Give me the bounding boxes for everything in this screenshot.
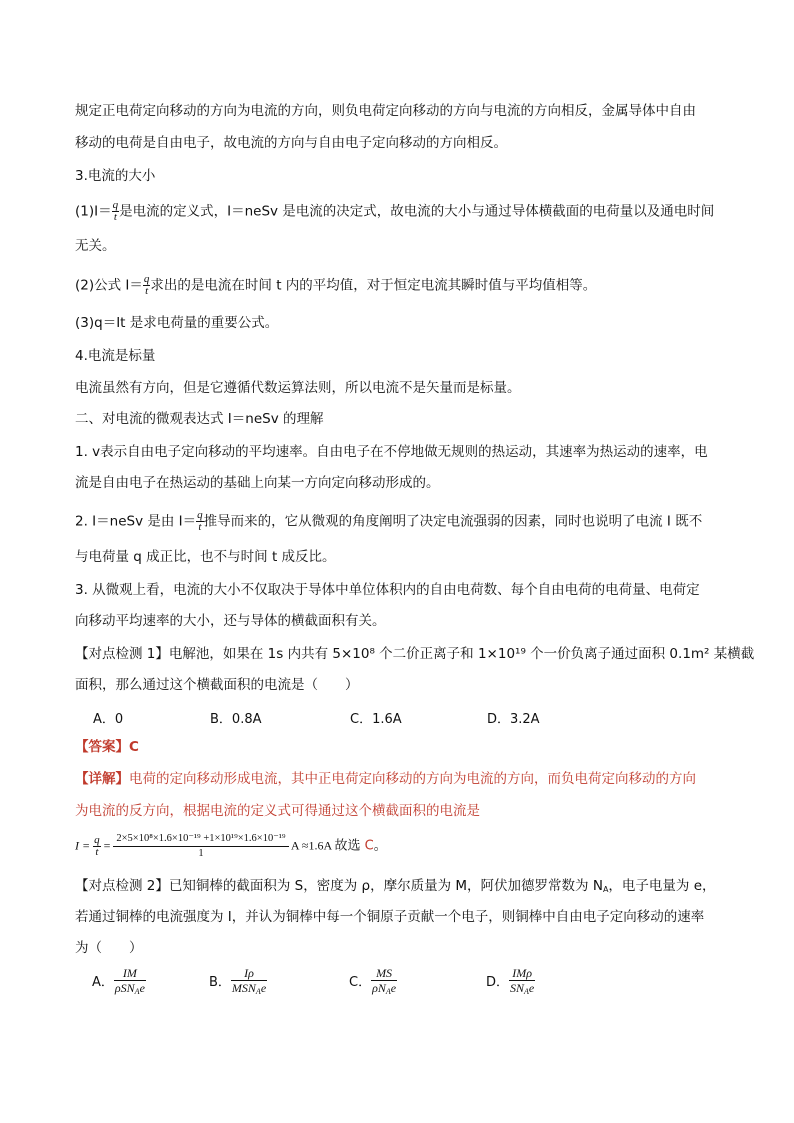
q1-option-c: C．1.6A — [350, 712, 402, 727]
detail-line — [75, 771, 696, 787]
conclusion-choice: C — [364, 838, 374, 854]
fraction-numerator: q — [143, 273, 150, 285]
fraction-denominator: t — [145, 285, 149, 297]
fraction-q-over-t — [196, 510, 204, 533]
paragraph-line: 与电荷量 q 成正比，也不与时间 t 成反比。 — [75, 549, 336, 565]
formula-prefix: 2. I＝neSv 是由 I＝ — [75, 513, 197, 530]
q2-option-c: C． $\frac{MS}{\rho N_Ae}$ — [349, 966, 397, 996]
formula-prefix: (2)公式 I＝ — [75, 277, 143, 294]
formula-text: 推导而来的，它从微观的角度阐明了决定电流强弱的因素，同时也说明了电流 I 既不 — [203, 513, 703, 530]
fraction-numerator: 2×5×10⁸×1.6×10⁻¹⁹ +1×10¹⁹×1.6×10⁻¹⁹ — [113, 832, 288, 847]
equation-conclusion: 故选 C。 — [334, 838, 387, 854]
q2-option-d: D． $\frac{\text{IMρ}}{SN_Ae}$ — [486, 966, 535, 996]
equation-fraction-value — [113, 832, 288, 861]
q2-option-a: A． $\frac{IM}{\rho SN_Ae}$ — [92, 966, 145, 996]
paragraph-line: 流是自由电子在热运动的基础上向某一方向定向移动形成的。 — [75, 475, 440, 491]
equation-lhs: I = — [75, 838, 91, 853]
formula-prefix: (1)I＝ — [75, 203, 112, 220]
equation-result: A ≈1.6A — [290, 838, 332, 853]
formula-text: 是电流的定义式，I＝neSv 是电流的决定式，故电流的大小与通过导体横截面的电荷量以及通电时间 — [119, 203, 715, 220]
formula-line — [75, 510, 702, 533]
equation-fraction-q-t — [93, 835, 101, 858]
fraction-denominator: t — [113, 211, 117, 223]
fraction-denominator: 1 — [198, 848, 204, 859]
paragraph-line: 3. 从微观上看，电流的大小不仅取决于导体中单位体积内的自由电荷数、每个自由电荷的电荷量、电荷定 — [75, 582, 700, 598]
fraction-numerator: q — [94, 834, 100, 846]
formula-line — [75, 200, 714, 223]
paragraph-line: 电流虽然有方向，但是它遵循代数运算法则，所以电流不是矢量而是标量。 — [75, 380, 521, 396]
detail-line: 为电流的反方向，根据电流的定义式可得通过这个横截面积的电流是 — [75, 803, 480, 819]
question-1-stem: 面积，那么通过这个横截面积的电流是（ ） — [75, 677, 359, 693]
paragraph-line: 移动的电荷是自由电子，故电流的方向与自由电子定向移动的方向相反。 — [75, 135, 507, 151]
section-title: 二、对电流的微观表达式 I＝neSv 的理解 — [75, 411, 324, 427]
question-1-stem: 【对点检测 1】电解池，如果在 1s 内共有 5×10⁸ 个二价正离子和 1×10¹⁹ 个一价负离子通过面积 0.1m² 某横截 — [75, 646, 755, 662]
fraction-denominator: t — [198, 521, 202, 533]
question-2-stem: 为（ ） — [75, 940, 143, 956]
section-heading: 3.电流的大小 — [75, 168, 156, 184]
paragraph-line: 1. v表示自由电子定向移动的平均速率。自由电子在不停地做无规则的热运动，其速率为热运动的速率，电 — [75, 444, 708, 460]
paragraph-line: (3)q＝It 是求电荷量的重要公式。 — [75, 315, 279, 331]
question-2-stem: 【对点检测 2】已知铜棒的截面积为 S，密度为 ρ，摩尔质量为 M，阿伏加德罗常数为 $N_A$，电子电量为 e， — [75, 878, 716, 894]
answer-label: 【答案】 — [75, 739, 129, 755]
q1-option-a: A．0 — [93, 712, 124, 727]
section-heading: 4.电流是标量 — [75, 348, 156, 364]
q1-option-b: B．0.8A — [210, 712, 262, 727]
paragraph-line: 无关。 — [75, 238, 116, 254]
q2-option-b: B． $\frac{I\rho}{MSN_Ae}$ — [209, 966, 267, 996]
paragraph-line: 向移动平均速率的大小，还与导体的横截面积有关。 — [75, 613, 386, 629]
fraction-numerator: q — [197, 509, 203, 521]
answer-line — [75, 739, 139, 755]
fraction-q-over-t — [143, 274, 151, 297]
formula-text: 求出的是电流在时间 t 内的平均值，对于恒定电流其瞬时值与平均值相等。 — [150, 277, 597, 294]
fraction-numerator: q — [112, 199, 119, 211]
solution-equation: I = $\frac{q}{t}$ = $\frac{\text{2×5×10⁸×1.6×10⁻¹⁹ +1×10¹⁹×1.6×10⁻¹⁹}}{1}$ A ≈1.6A 故选 C。 — [75, 833, 387, 859]
answer-value: C — [129, 739, 139, 755]
detail-label: 【详解】 — [75, 771, 129, 787]
paragraph-line: 规定正电荷定向移动的方向为电流的方向，则负电荷定向移动的方向与电流的方向相反，金属导体中自由 — [75, 103, 696, 119]
detail-text: 电荷的定向移动形成电流，其中正电荷定向移动的方向为电流的方向，而负电荷定向移动的方向 — [129, 771, 696, 787]
fraction-denominator: t — [95, 846, 99, 858]
q1-option-d: D．3.2A — [487, 712, 540, 727]
formula-line — [75, 274, 596, 297]
fraction-q-over-t — [112, 200, 120, 223]
question-2-stem: 若通过铜棒的电流强度为 I，并认为铜棒中每一个铜原子贡献一个电子，则铜棒中自由电子定向移动的速率 — [75, 909, 705, 925]
